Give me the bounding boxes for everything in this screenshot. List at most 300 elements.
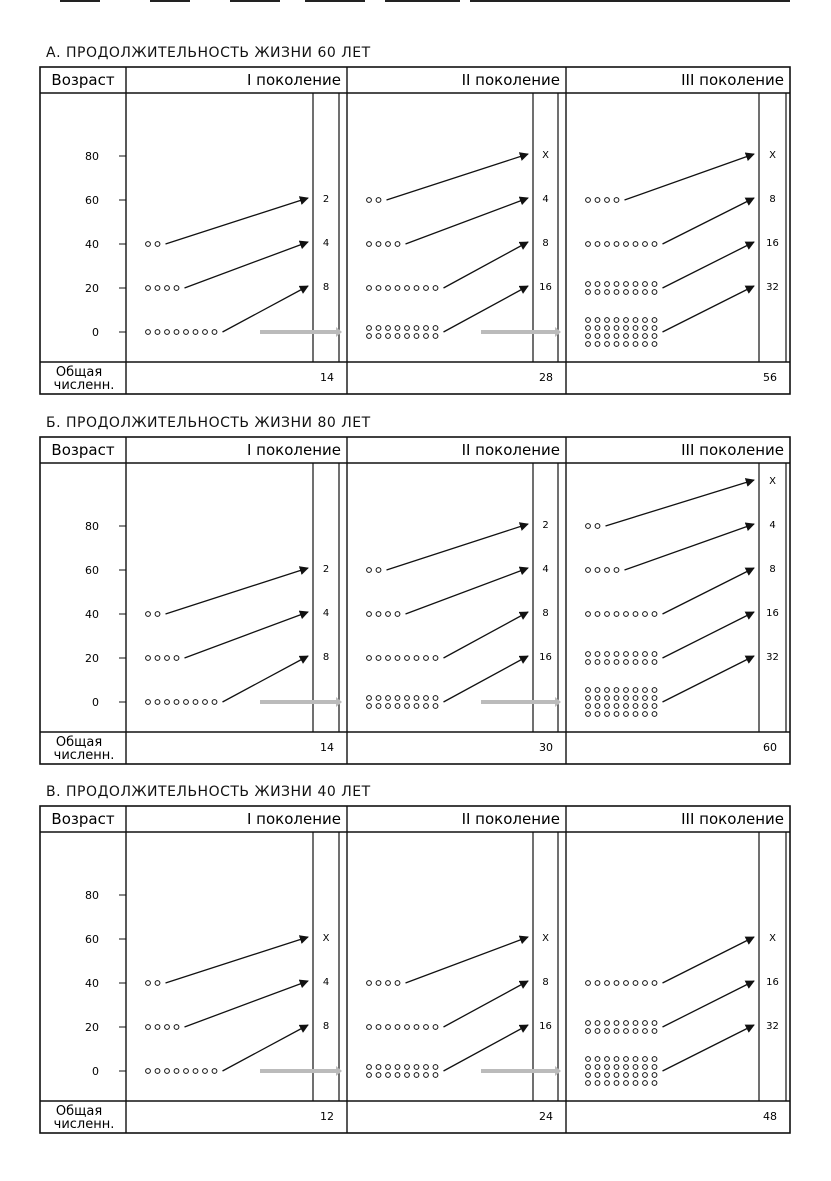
individual-circle [414, 334, 419, 339]
individual-circle [624, 1081, 629, 1086]
individual-circle [586, 318, 591, 323]
individual-circle [633, 1021, 638, 1026]
individual-circle [367, 656, 372, 661]
individual-circle [614, 696, 619, 701]
aging-arrow [444, 981, 529, 1027]
individual-circle [614, 688, 619, 693]
individual-circle [212, 1069, 217, 1074]
outcome-label: 8 [769, 564, 776, 575]
individual-circle [586, 568, 591, 573]
individual-circle [633, 612, 638, 617]
individual-circle [586, 652, 591, 657]
individual-circle [605, 318, 610, 323]
individual-circle [414, 286, 419, 291]
individual-circle [165, 1025, 170, 1030]
individual-circle [643, 1081, 648, 1086]
individual-circle [212, 700, 217, 705]
individual-circle [652, 1021, 657, 1026]
individual-circle [643, 688, 648, 693]
individual-circle [586, 704, 591, 709]
individual-circle [367, 696, 372, 701]
individual-circle [386, 326, 391, 331]
total-value: 60 [763, 741, 777, 754]
individual-circle [386, 242, 391, 247]
individual-circle [193, 1069, 198, 1074]
individual-circle [184, 700, 189, 705]
aging-arrow [663, 568, 755, 614]
individual-circle [605, 282, 610, 287]
individual-circle [652, 1081, 657, 1086]
individual-circle [586, 612, 591, 617]
individual-circle [652, 1065, 657, 1070]
outcome-label: 4 [769, 520, 776, 531]
individual-circle [595, 688, 600, 693]
panel-b-table [0, 436, 831, 766]
individual-circle [605, 198, 610, 203]
age-tick-label: 60 [85, 933, 99, 946]
outcome-label: 8 [542, 238, 549, 249]
outcome-label: 8 [322, 1021, 330, 1032]
individual-circle [376, 1065, 381, 1070]
outcome-label: 16 [766, 608, 779, 619]
individual-circle [395, 612, 400, 617]
individual-circle [643, 282, 648, 287]
individual-circle [605, 1081, 610, 1086]
individual-circle [424, 1065, 429, 1070]
individual-circle [367, 704, 372, 709]
outcome-label: 16 [766, 238, 779, 249]
individual-circle [595, 290, 600, 295]
individual-circle [643, 290, 648, 295]
individual-circle [414, 1073, 419, 1078]
individual-circle [424, 334, 429, 339]
panel-title-a: А. ПРОДОЛЖИТЕЛЬНОСТЬ ЖИЗНИ 60 ЛЕТ [46, 45, 371, 61]
individual-circle [586, 1065, 591, 1070]
individual-circle [595, 712, 600, 717]
carryover-arrow [260, 1066, 342, 1076]
individual-circle [367, 286, 372, 291]
individual-circle [155, 700, 160, 705]
individual-circle [424, 286, 429, 291]
outcome-label: 16 [539, 1021, 552, 1032]
individual-circle [367, 981, 372, 986]
aging-arrow [444, 656, 529, 702]
individual-circle [586, 660, 591, 665]
individual-circle [165, 1069, 170, 1074]
individual-circle [605, 1021, 610, 1026]
individual-circle [595, 696, 600, 701]
total-label: Общая [55, 1104, 103, 1119]
individual-circle [605, 660, 610, 665]
individual-circle [624, 1057, 629, 1062]
aging-arrow [663, 612, 755, 658]
individual-circle [586, 696, 591, 701]
outcome-label: 32 [766, 282, 779, 293]
age-tick-label: 40 [85, 608, 99, 621]
outcome-label: 4 [542, 564, 549, 575]
individual-circle [614, 290, 619, 295]
total-value: 30 [539, 741, 553, 754]
individual-circle [652, 334, 657, 339]
individual-circle [414, 326, 419, 331]
individual-circle [203, 330, 208, 335]
individual-circle [367, 568, 372, 573]
individual-circle [433, 326, 438, 331]
individual-circle [367, 334, 372, 339]
outcome-label: 2 [542, 520, 549, 531]
individual-circle [165, 330, 170, 335]
individual-circle [367, 198, 372, 203]
individual-circle [633, 704, 638, 709]
outcome-label: 8 [542, 977, 549, 988]
individual-circle [652, 652, 657, 657]
individual-circle [376, 1073, 381, 1078]
individual-circle [614, 1065, 619, 1070]
individual-circle [386, 1025, 391, 1030]
individual-circle [633, 242, 638, 247]
individual-circle [203, 1069, 208, 1074]
individual-circle [643, 334, 648, 339]
aging-arrow [166, 198, 309, 244]
individual-circle [155, 286, 160, 291]
individual-circle [633, 318, 638, 323]
individual-circle [624, 652, 629, 657]
individual-circle [193, 330, 198, 335]
individual-circle [184, 330, 189, 335]
generation-header: I поколение [246, 810, 341, 828]
individual-circle [605, 612, 610, 617]
total-label: численн. [53, 1117, 115, 1132]
individual-circle [652, 342, 657, 347]
outcome-label: X [769, 476, 776, 487]
individual-circle [614, 326, 619, 331]
individual-circle [433, 1025, 438, 1030]
total-label: численн. [53, 378, 115, 393]
total-value: 24 [539, 1110, 553, 1123]
age-tick-label: 20 [85, 1021, 99, 1034]
aging-arrow [185, 981, 309, 1027]
age-header: Возраст [51, 810, 115, 828]
individual-circle [386, 981, 391, 986]
individual-circle [605, 704, 610, 709]
individual-circle [367, 612, 372, 617]
individual-circle [643, 1057, 648, 1062]
individual-circle [386, 656, 391, 661]
individual-circle [643, 652, 648, 657]
individual-circle [652, 282, 657, 287]
individual-circle [595, 1057, 600, 1062]
individual-circle [624, 334, 629, 339]
individual-circle [405, 656, 410, 661]
aging-arrow [444, 286, 529, 332]
individual-circle [414, 1065, 419, 1070]
individual-circle [165, 286, 170, 291]
individual-circle [633, 1057, 638, 1062]
individual-circle [395, 696, 400, 701]
individual-circle [614, 1057, 619, 1062]
individual-circle [643, 1073, 648, 1078]
individual-circle [595, 704, 600, 709]
aging-arrow [663, 1025, 755, 1071]
outcome-label: 32 [766, 652, 779, 663]
age-tick-label: 80 [85, 150, 99, 163]
individual-circle [395, 334, 400, 339]
individual-circle [624, 612, 629, 617]
panel-frame [40, 437, 790, 764]
total-value: 28 [539, 371, 553, 384]
generation-header: I поколение [246, 71, 341, 89]
panel-frame [40, 806, 790, 1133]
individual-circle [605, 290, 610, 295]
individual-circle [595, 612, 600, 617]
outcome-label: 8 [769, 194, 776, 205]
individual-circle [405, 1025, 410, 1030]
individual-circle [624, 1073, 629, 1078]
individual-circle [614, 660, 619, 665]
aging-arrow [406, 198, 529, 244]
aging-arrow [166, 568, 309, 614]
individual-circle [193, 700, 198, 705]
individual-circle [652, 326, 657, 331]
aging-arrow [387, 524, 529, 570]
individual-circle [643, 1029, 648, 1034]
age-tick-label: 80 [85, 520, 99, 533]
aging-arrow [663, 198, 755, 244]
individual-circle [605, 1057, 610, 1062]
individual-circle [424, 1025, 429, 1030]
individual-circle [424, 704, 429, 709]
individual-circle [643, 318, 648, 323]
individual-circle [624, 1065, 629, 1070]
individual-circle [146, 1025, 151, 1030]
individual-circle [595, 242, 600, 247]
individual-circle [174, 700, 179, 705]
total-label: Общая [55, 365, 103, 380]
individual-circle [595, 282, 600, 287]
age-header: Возраст [51, 441, 115, 459]
individual-circle [146, 981, 151, 986]
individual-circle [614, 568, 619, 573]
outcome-label: 2 [322, 194, 330, 205]
individual-circle [624, 981, 629, 986]
individual-circle [395, 1073, 400, 1078]
individual-circle [424, 696, 429, 701]
individual-circle [624, 688, 629, 693]
individual-circle [586, 688, 591, 693]
generation-header: I поколение [246, 441, 341, 459]
individual-circle [624, 290, 629, 295]
age-tick-label: 80 [85, 889, 99, 902]
individual-circle [643, 660, 648, 665]
individual-circle [595, 326, 600, 331]
individual-circle [586, 524, 591, 529]
individual-circle [614, 1029, 619, 1034]
individual-circle [405, 326, 410, 331]
age-tick-label: 0 [92, 1065, 99, 1078]
individual-circle [155, 1069, 160, 1074]
individual-circle [146, 330, 151, 335]
individual-circle [595, 1021, 600, 1026]
individual-circle [633, 342, 638, 347]
individual-circle [652, 290, 657, 295]
individual-circle [367, 1065, 372, 1070]
individual-circle [643, 326, 648, 331]
individual-circle [643, 1021, 648, 1026]
individual-circle [633, 1081, 638, 1086]
aging-arrow [223, 1025, 309, 1071]
carryover-arrow [481, 1066, 561, 1076]
individual-circle [633, 1065, 638, 1070]
generation-header: II поколение [461, 441, 560, 459]
individual-circle [586, 1021, 591, 1026]
individual-circle [595, 660, 600, 665]
individual-circle [595, 524, 600, 529]
individual-circle [433, 704, 438, 709]
individual-circle [624, 342, 629, 347]
individual-circle [652, 660, 657, 665]
individual-circle [376, 334, 381, 339]
individual-circle [376, 198, 381, 203]
individual-circle [174, 1069, 179, 1074]
outcome-label: 8 [322, 652, 330, 663]
individual-circle [395, 1065, 400, 1070]
individual-circle [652, 1073, 657, 1078]
individual-circle [614, 981, 619, 986]
individual-circle [376, 981, 381, 986]
outcome-label: 16 [766, 977, 779, 988]
individual-circle [376, 696, 381, 701]
generation-header: II поколение [461, 810, 560, 828]
carryover-arrow [481, 697, 561, 707]
individual-circle [586, 712, 591, 717]
outcome-label: X [322, 933, 330, 944]
individual-circle [643, 612, 648, 617]
individual-circle [595, 652, 600, 657]
outcome-label: 32 [766, 1021, 779, 1032]
outcome-label: 4 [542, 194, 549, 205]
aging-arrow [606, 480, 755, 526]
individual-circle [376, 704, 381, 709]
individual-circle [614, 1081, 619, 1086]
individual-circle [614, 282, 619, 287]
individual-circle [405, 1065, 410, 1070]
individual-circle [386, 1065, 391, 1070]
individual-circle [395, 286, 400, 291]
outcome-label: X [769, 933, 776, 944]
individual-circle [386, 612, 391, 617]
aging-arrow [406, 568, 529, 614]
individual-circle [146, 242, 151, 247]
individual-circle [624, 712, 629, 717]
individual-circle [624, 326, 629, 331]
individual-circle [376, 656, 381, 661]
individual-circle [395, 1025, 400, 1030]
aging-arrow [185, 612, 309, 658]
individual-circle [203, 700, 208, 705]
individual-circle [614, 712, 619, 717]
outcome-label: X [542, 150, 549, 161]
individual-circle [174, 286, 179, 291]
individual-circle [605, 652, 610, 657]
individual-circle [433, 1065, 438, 1070]
individual-circle [624, 704, 629, 709]
outcome-label: 2 [322, 564, 330, 575]
individual-circle [605, 981, 610, 986]
individual-circle [633, 696, 638, 701]
individual-circle [595, 1029, 600, 1034]
aging-arrow [625, 154, 755, 200]
individual-circle [586, 1057, 591, 1062]
panel-title-b: Б. ПРОДОЛЖИТЕЛЬНОСТЬ ЖИЗНИ 80 ЛЕТ [46, 415, 371, 431]
age-tick-label: 0 [92, 326, 99, 339]
individual-circle [652, 612, 657, 617]
individual-circle [433, 696, 438, 701]
carryover-arrow [260, 697, 342, 707]
individual-circle [633, 688, 638, 693]
individual-circle [595, 342, 600, 347]
outcome-label: 8 [542, 608, 549, 619]
individual-circle [633, 282, 638, 287]
individual-circle [605, 342, 610, 347]
generation-header: II поколение [461, 71, 560, 89]
panel-c-table [0, 805, 831, 1135]
carryover-arrow [481, 327, 561, 337]
individual-circle [614, 242, 619, 247]
individual-circle [174, 656, 179, 661]
outcome-label: 8 [322, 282, 330, 293]
individual-circle [424, 326, 429, 331]
outcome-label: 16 [539, 282, 552, 293]
individual-circle [643, 696, 648, 701]
panel-a-table [0, 66, 831, 396]
individual-circle [614, 1021, 619, 1026]
individual-circle [376, 612, 381, 617]
outcome-label: X [542, 933, 549, 944]
individual-circle [146, 656, 151, 661]
aging-arrow [625, 524, 755, 570]
individual-circle [376, 242, 381, 247]
individual-circle [165, 656, 170, 661]
individual-circle [605, 1073, 610, 1078]
individual-circle [614, 652, 619, 657]
total-value: 12 [320, 1110, 334, 1123]
aging-arrow [406, 937, 529, 983]
individual-circle [155, 981, 160, 986]
age-header: Возраст [51, 71, 115, 89]
individual-circle [595, 1081, 600, 1086]
aging-arrow [663, 981, 755, 1027]
individual-circle [414, 656, 419, 661]
individual-circle [595, 1065, 600, 1070]
individual-circle [433, 286, 438, 291]
individual-circle [367, 1025, 372, 1030]
individual-circle [652, 1029, 657, 1034]
individual-circle [386, 704, 391, 709]
individual-circle [424, 1073, 429, 1078]
individual-circle [652, 696, 657, 701]
individual-circle [652, 704, 657, 709]
age-tick-label: 20 [85, 282, 99, 295]
aging-arrow [444, 612, 529, 658]
individual-circle [184, 1069, 189, 1074]
individual-circle [624, 660, 629, 665]
individual-circle [155, 612, 160, 617]
individual-circle [155, 1025, 160, 1030]
carryover-arrow [260, 327, 342, 337]
individual-circle [433, 1073, 438, 1078]
individual-circle [386, 334, 391, 339]
individual-circle [586, 1029, 591, 1034]
